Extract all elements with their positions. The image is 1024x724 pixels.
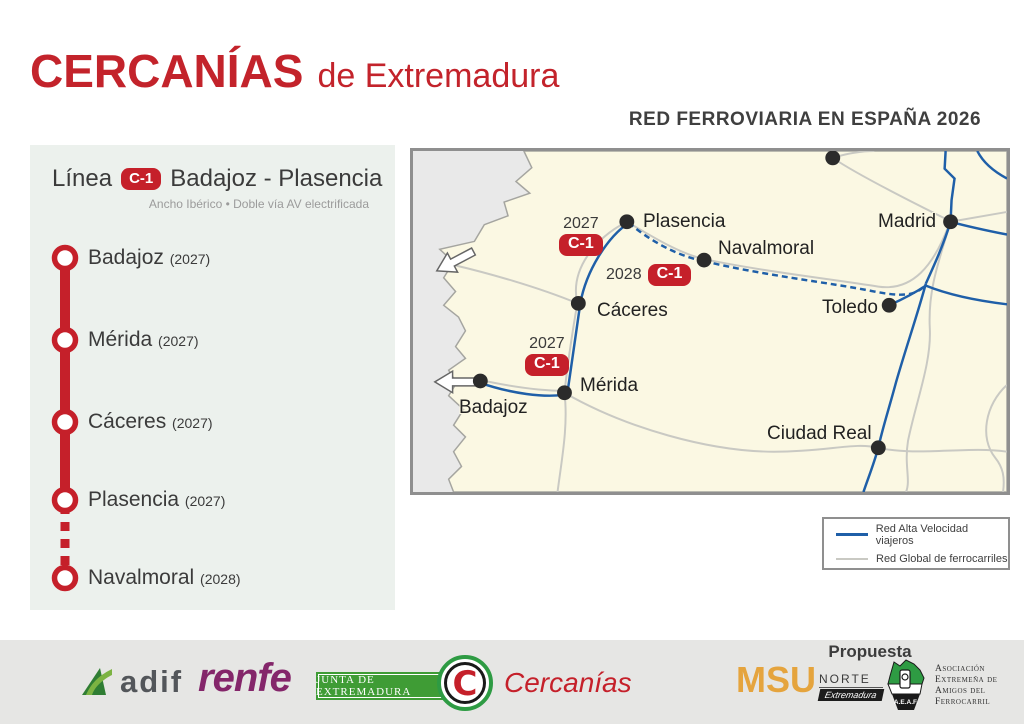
map-city-label-badajoz: Badajoz	[459, 397, 528, 418]
spain-rail-map	[410, 148, 1010, 495]
aeaf-name-line: Amigos del	[935, 685, 986, 696]
line-diagram	[30, 145, 395, 610]
city-dot-badajoz	[473, 374, 488, 389]
map-line-badge-navalmoral	[606, 264, 691, 286]
line-subtitle: Ancho Ibérico • Doble vía AV electrificada	[148, 197, 369, 211]
legend-label-hsr: Red Alta Velocidad viajeros	[875, 522, 969, 547]
cercanias-logo-icon	[436, 654, 494, 712]
station-dot-plasencia	[55, 490, 76, 511]
map-city-label-toledo: Toledo	[822, 297, 878, 318]
map-title: RED FERROVIARIA EN ESPAÑA 2026	[628, 109, 982, 130]
aeaf-initials: A.E.A.F.	[893, 699, 919, 706]
cercanias-logo	[436, 654, 632, 712]
city-dot-toledo	[882, 298, 897, 313]
adif-logo	[80, 664, 183, 700]
station-name: Cáceres	[88, 410, 167, 433]
renfe-logo: renfe	[198, 656, 291, 700]
city-dot-navalmoral	[697, 253, 712, 268]
legend-label-global: Red Global de ferrocarriles	[876, 552, 1008, 565]
aeaf-name-line: Extremeña de	[935, 674, 998, 685]
msu-extremadura-ribbon: Extremadura	[818, 689, 884, 701]
page-title-main: CERCANÍAS	[30, 45, 304, 97]
station-year: (2027)	[172, 415, 213, 431]
msu-norte-text: NORTE	[819, 672, 883, 688]
page-title	[30, 44, 559, 98]
badge-year: 2027	[563, 215, 599, 232]
line-info-panel	[30, 145, 395, 610]
station-row	[88, 328, 199, 352]
station-row	[88, 488, 225, 512]
station-name: Navalmoral	[88, 566, 195, 589]
station-year: (2027)	[158, 333, 199, 349]
junta-extremadura-text: JUNTA DE EXTREMADURA	[316, 674, 412, 698]
map-city-label-merida: Mérida	[580, 375, 639, 396]
msu-logo-text: MSU	[736, 659, 816, 700]
page-title-sub: de Extremadura	[317, 57, 560, 95]
msu-norte-logo	[736, 659, 883, 701]
city-dot-madrid	[943, 214, 958, 229]
station-name: Plasencia	[88, 488, 180, 511]
station-dot-caceres	[55, 412, 76, 433]
station-dot-merida	[55, 330, 76, 351]
station-row	[88, 410, 213, 434]
map-city-label-navalmoral: Navalmoral	[718, 238, 815, 259]
global-line-swatch	[836, 558, 868, 560]
badge-year: 2028	[606, 266, 642, 283]
station-dot-navalmoral	[55, 568, 76, 589]
badge-year: 2027	[529, 335, 565, 352]
spain-landmass	[440, 151, 1007, 492]
station-year: (2027)	[169, 251, 211, 267]
aeaf-logo	[884, 658, 997, 712]
c1-badge: C-1	[559, 234, 603, 256]
adif-logo-icon	[80, 665, 114, 699]
cercanias-c-glyph: C	[452, 664, 478, 704]
station-dot-badajoz	[55, 248, 76, 269]
city-dot-caceres	[571, 296, 586, 311]
line-badge: C-1	[121, 168, 161, 190]
aeaf-name-line: Asociación	[935, 663, 985, 674]
aeaf-name	[935, 664, 997, 707]
legend-row-hsr	[836, 523, 1008, 547]
city-dot-merida	[557, 385, 572, 400]
aeaf-emblem-icon	[884, 658, 926, 712]
c1-badge: C-1	[648, 264, 692, 286]
hsr-line-swatch	[836, 533, 868, 536]
propuesta-label: Propuesta	[828, 642, 912, 661]
cercanias-logo-text: Cercanías	[504, 667, 632, 698]
map-city-label-caceres: Cáceres	[597, 300, 668, 321]
msu-logo-right	[819, 672, 883, 701]
map-line-badge-plasencia	[559, 215, 603, 256]
station-row	[88, 246, 210, 270]
legend-row-global	[836, 553, 1008, 565]
line-prefix-label: Línea	[52, 165, 113, 192]
station-name: Badajoz	[88, 246, 164, 269]
aeaf-name-line: Ferrocarril	[935, 696, 991, 707]
map-city-label-ciudad-real: Ciudad Real	[767, 423, 872, 444]
station-row	[88, 566, 241, 590]
station-year: (2027)	[184, 493, 226, 509]
map-canvas	[413, 151, 1007, 492]
city-dot-unnamed	[825, 151, 840, 165]
city-dot-ciudad-real	[871, 440, 886, 455]
map-city-label-madrid: Madrid	[878, 211, 937, 232]
line-route-label: Badajoz - Plasencia	[170, 165, 383, 192]
station-name: Mérida	[88, 328, 153, 351]
station-year: (2028)	[200, 571, 241, 587]
footer-logo-bar	[0, 640, 1024, 724]
city-dot-plasencia	[619, 214, 634, 229]
c1-badge: C-1	[525, 354, 569, 376]
map-city-label-plasencia: Plasencia	[643, 211, 726, 232]
adif-logo-text: adif	[120, 664, 184, 699]
map-line-badge-merida	[525, 335, 569, 376]
map-legend	[822, 517, 1010, 570]
